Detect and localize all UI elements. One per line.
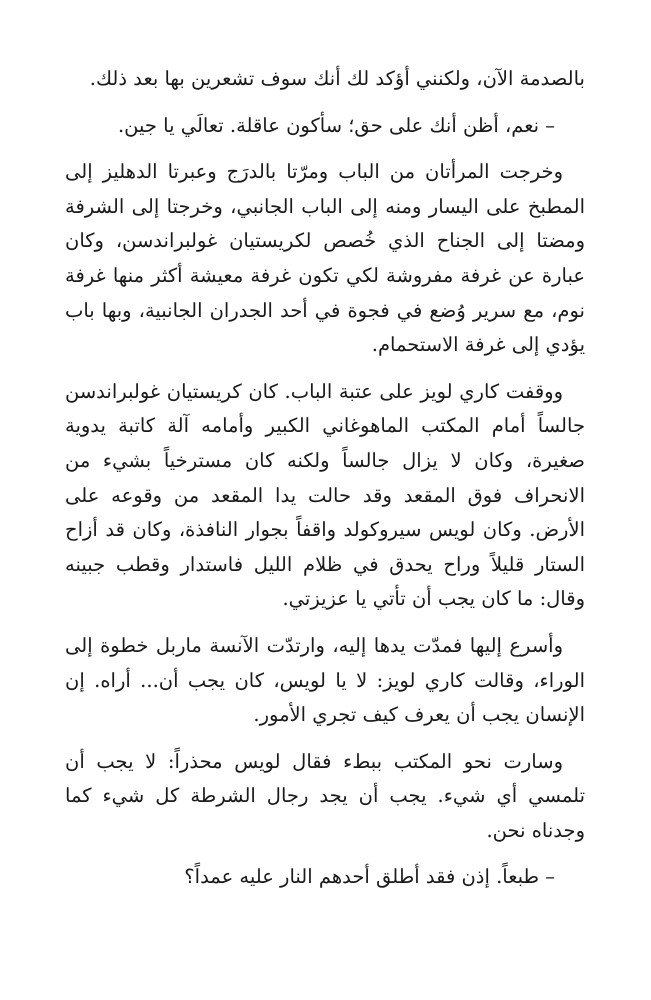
book-page [65,62,585,895]
paragraph-continuation: بالصدمة الآن، ولكنني أؤكد لك أنك سوف تشعرين بها بعد ذلك. [89,67,585,90]
paragraph-3: وخرجت المرأتان من الباب ومرّتا بالدرَج وعبرتا الدهليز إلى المطبخ على اليسار ومنه إلى الباب الجانبي، وخرجتا إلى الشرفة ومضتا إلى الجناح الذي خُصص لكريستيان غولبراندسن، وكان عبارة عن غرفة مفروشة لكي تكون غرفة معيشة أكثر منها غرفة نوم، مع سرير وُضع في فجوة في أحد الجدران الجانبية، وبها باب يؤدي إلى غرفة الاستحمام. [65,160,585,357]
paragraph-4: ووقفت كاري لويز على عتبة الباب. كان كريستيان غولبراندسن جالساً أمام المكتب الماهوغاني الكبير وأمامه آلة كاتبة يدوية صغيرة، وكان لا يزال جالساً ولكنه كان مسترخياً بشيء من الانحراف فوق المقعد وقد حالت يدا المقعد من وقوعه على الأرض. وكان لويس سيروكولد واقفاً بجوار النافذة، وكان قد أزاح الستار قليلاً وراح يحدق في ظلام الليل فاستدار وقطب جبينه وقال: ما كان يجب أن تأتي يا عزيزتي. [65,379,585,611]
paragraph-dialogue-2: – طبعاً. إذن فقد أطلق أحدهم النار عليه عمداً؟ [184,865,555,889]
paragraph-5: وأسرع إليها فمدّت يدها إليه، وارتدّت الآنسة ماربل خطوة إلى الوراء، وقالت كاري لويز: لا يا لويس، كان يجب أن... أراه. إن الإنسان يجب أن يعرف كيف تجري الأمور. [65,633,585,727]
paragraph-6: وسارت نحو المكتب ببطء فقال لويس محذراً: لا يجب أن تلمسي أي شيء. يجب أن يجد رجال الشرطة كل شيء كما وجدناه نحن. [65,749,585,842]
paragraph-dialogue-1: – نعم، أظن أنك على حق؛ سأكون عاقلة. تعالَي يا جين. [117,113,555,137]
